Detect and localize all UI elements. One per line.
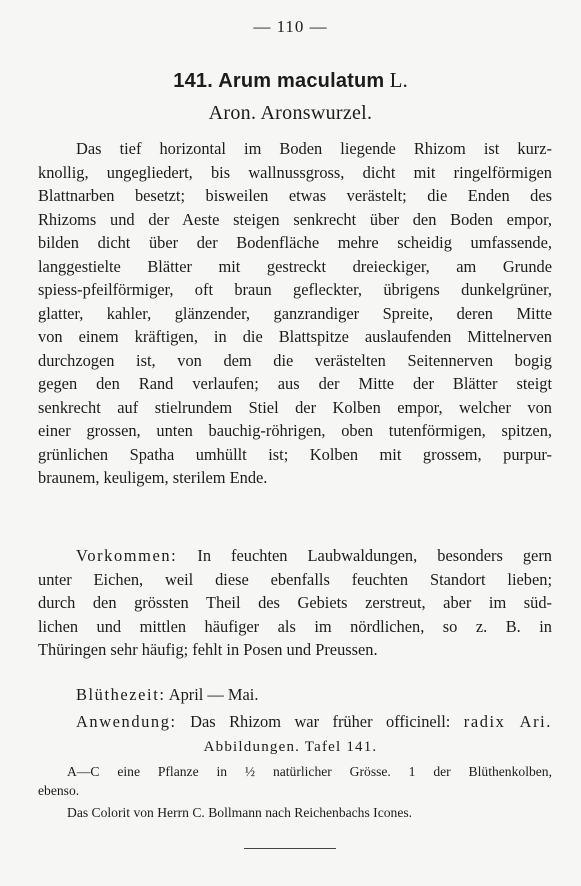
vorkommen-line: In feuchten Laubwaldungen, besonders gern xyxy=(197,546,552,565)
description-line: knollig, ungegliedert, bis wallnussgross, dicht mit ringelförmigen xyxy=(38,162,552,182)
description-line: spiess-pfeilförmiger, oft braun gefleckter, übrigens dunkelgrüner, xyxy=(38,280,552,299)
caption-line-3 xyxy=(67,803,552,822)
description-line: bilden dicht über der Bodenfläche mehre scheidig umfassende, xyxy=(38,233,552,252)
description-line: Blattnarben besetzt; bisweilen etwas verästelt; die Enden des xyxy=(38,186,552,205)
caption-text: A—C eine Pflanze in ½ natürlicher Grösse. 1 der Blüthenkolben, xyxy=(67,764,552,779)
common-names: Aron. Aronswurzel. xyxy=(208,102,373,124)
closing-rule xyxy=(244,848,336,849)
description-line: von einem kräftigen, in die Blattspitze auslaufenden Mittelnerven xyxy=(38,327,552,346)
vorkommen-label: Vorkommen: xyxy=(76,546,178,565)
species-number: 141. xyxy=(173,70,213,92)
vorkommen-first-line xyxy=(38,544,552,568)
caption-line-2 xyxy=(38,781,523,800)
description-line: durchzogen ist, von dem die verästelten Seitennerven bogig xyxy=(38,350,552,370)
bluthezeit-paragraph xyxy=(38,683,552,707)
bluthezeit-value: April — Mai. xyxy=(168,685,259,704)
anwendung-drug: radix Ari. xyxy=(463,712,552,731)
anwendung-label: Anwendung: xyxy=(76,712,177,731)
description-line: glatter, kahler, glänzender, ganzrandiger Spreite, deren Mitte xyxy=(38,303,552,323)
species-author: L. xyxy=(389,68,408,92)
description-line: braunem, keuligem, sterilem Ende. xyxy=(38,468,268,487)
description-line: gegen den Rand verlaufen; aus der Mitte der Blätter steigt xyxy=(38,374,552,393)
caption-line-1 xyxy=(67,762,552,781)
species-name: Arum maculatum xyxy=(218,70,385,92)
anwendung-paragraph xyxy=(38,710,552,734)
description-paragraph xyxy=(38,137,552,490)
vorkommen-paragraph xyxy=(38,544,552,662)
description-line: langgestielte Blätter mit gestreckt dreieckiger, am Grunde xyxy=(38,256,552,276)
vorkommen-line: durch den grössten Theil des Gebiets zerstreut, aber im süd- xyxy=(38,593,552,612)
vorkommen-line: Thüringen sehr häufig; fehlt in Posen und Preussen. xyxy=(38,640,378,659)
bluthezeit-label: Blüthezeit: xyxy=(76,685,166,704)
anwendung-value: Das Rhizom war früher officinell: xyxy=(190,712,451,731)
caption-text: Das Colorit von Herrn C. Bollmann nach Reichenbachs Icones. xyxy=(67,805,413,820)
description-line: grünlichen Spatha umhüllt ist; Kolben mit grossem, purpur- xyxy=(38,444,552,464)
abbildungen-heading: Abbildungen. Tafel 141. xyxy=(203,739,378,755)
vorkommen-line: unter Eichen, weil diese ebenfalls feuchten Standort lieben; xyxy=(38,569,552,589)
caption-text: ebenso. xyxy=(38,783,80,798)
page-number: — 110 — xyxy=(253,17,328,36)
description-line: Rhizoms und der Aeste steigen senkrecht über den Boden empor, xyxy=(38,209,552,229)
species-title xyxy=(0,68,581,93)
description-line: einer grossen, unten bauchig-röhrigen, oben tutenförmigen, spitzen, xyxy=(38,421,552,440)
bluthezeit-line xyxy=(38,683,552,707)
description-line: Das tief horizontal im Boden liegende Rhizom ist kurz- xyxy=(76,139,552,158)
anwendung-line xyxy=(38,710,552,734)
description-line: senkrecht auf stielrundem Stiel der Kolben empor, welcher von xyxy=(38,397,552,417)
vorkommen-line: lichen und mittlen häufiger als im nördlichen, so z. B. in xyxy=(38,616,552,636)
